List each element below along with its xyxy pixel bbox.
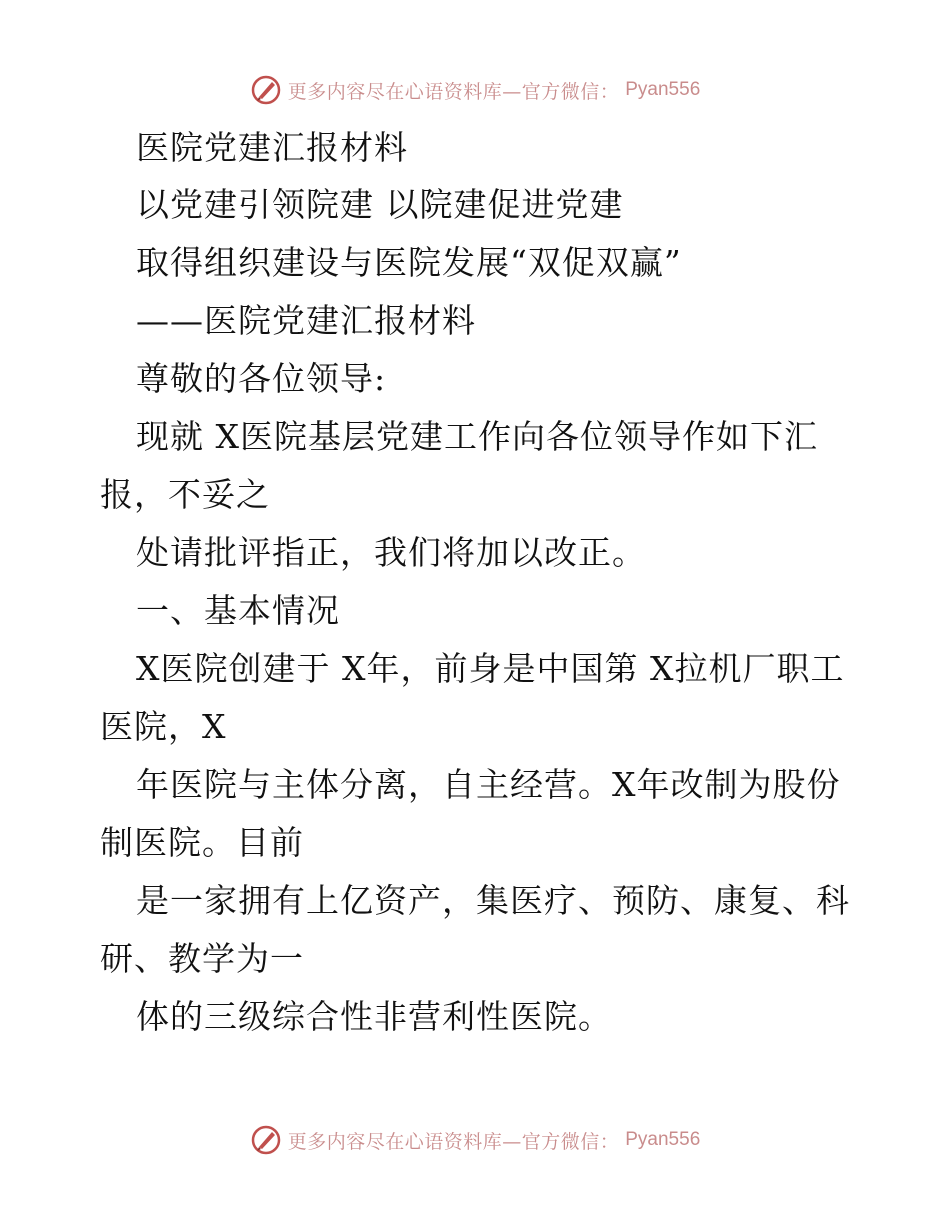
- paragraph-line: 现就 X医院基层党建工作向各位领导作如下汇: [136, 417, 818, 456]
- doc-subtitle-1: 以党建引领院建 以院建促进党建: [136, 185, 624, 224]
- paragraph-line: 是一家拥有上亿资产，集医疗、预防、康复、科: [136, 881, 850, 920]
- paragraph-line: 报，不妥之: [100, 475, 270, 514]
- paragraph-line: X医院创建于 X年，前身是中国第 X拉机厂职工: [136, 649, 845, 688]
- watermark-wechat-id: Pyan556: [625, 1129, 701, 1150]
- doc-title: 医院党建汇报材料: [136, 128, 408, 167]
- paragraph-line: 处请批评指正，我们将加以改正。: [136, 533, 646, 572]
- quill-logo-icon: [250, 74, 282, 106]
- watermark-footer: [0, 1120, 950, 1160]
- paragraph-line: 制医院。目前: [100, 823, 304, 862]
- watermark-wechat-id: Pyan556: [625, 79, 701, 100]
- paragraph-line: 医院，X: [100, 707, 227, 746]
- watermark-text: 更多内容尽在心语资料库—官方微信：: [287, 1130, 620, 1153]
- watermark-header: [0, 70, 950, 110]
- paragraph-line: 年医院与主体分离，自主经营。X年改制为股份: [136, 765, 841, 804]
- salutation: 尊敬的各位领导:: [136, 359, 387, 398]
- watermark-text: 更多内容尽在心语资料库—官方微信：: [287, 80, 620, 103]
- doc-subtitle-3: ——医院党建汇报材料: [136, 301, 476, 340]
- paragraph-line: 研、教学为一: [100, 939, 304, 978]
- section-heading: 一、基本情况: [136, 591, 340, 630]
- quill-logo-icon: [250, 1124, 282, 1156]
- doc-subtitle-2: 取得组织建设与医院发展“双促双赢”: [136, 243, 682, 282]
- paragraph-line: 体的三级综合性非营利性医院。: [136, 997, 612, 1036]
